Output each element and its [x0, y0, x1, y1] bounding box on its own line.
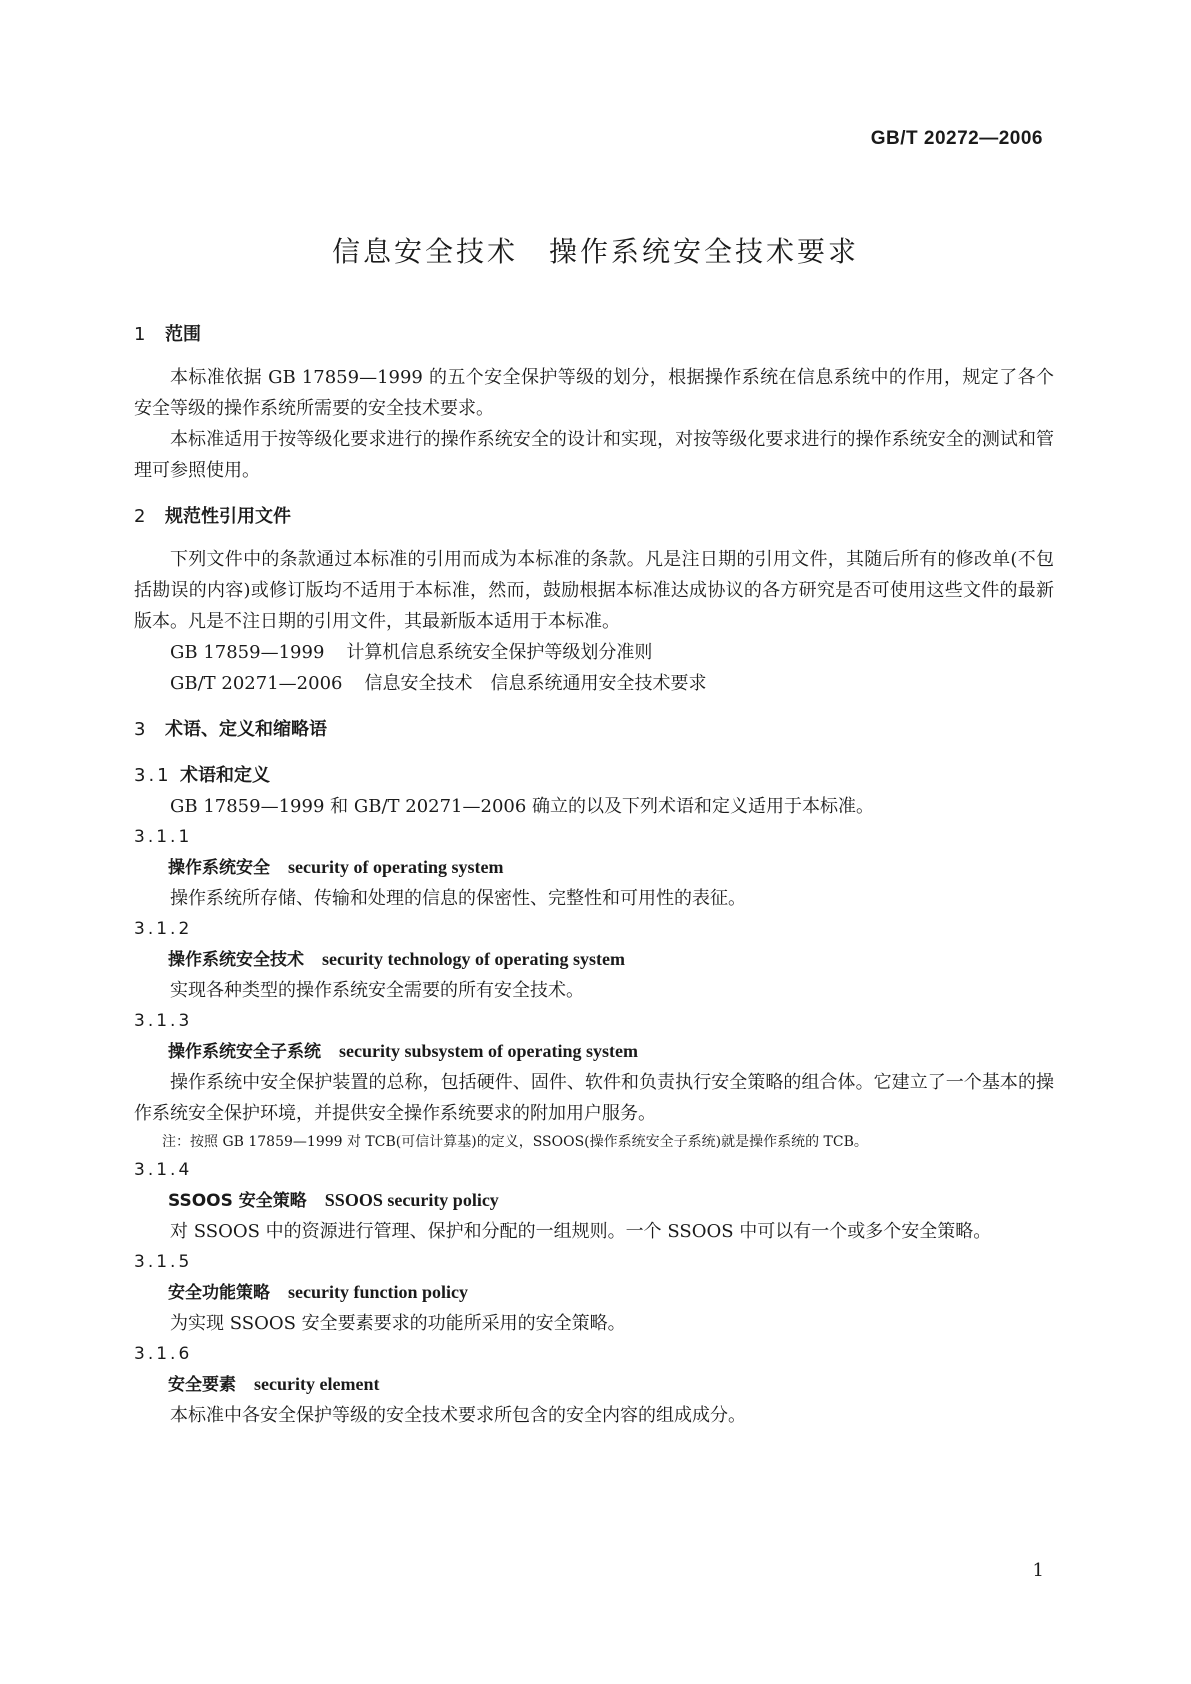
- reference-code: GB/T 20271—2006: [170, 673, 343, 694]
- reference-item: [134, 668, 1054, 699]
- subsection-3-1-heading: [134, 761, 1054, 791]
- term-definition: 操作系统所存储、传输和处理的信息的保密性、完整性和可用性的表征。: [170, 888, 746, 909]
- term-number: 3.1.4: [134, 1160, 193, 1180]
- scope-paragraph-1: 本标准依据 GB 17859—1999 的五个安全保护等级的划分，根据操作系统在信息系统中的作用，规定了各个安全等级的操作系统所需要的安全技术要求。: [134, 367, 1054, 419]
- term-name: [134, 1369, 1054, 1400]
- term-name-zh: 操作系统安全技术: [168, 950, 304, 970]
- term-name-zh: 操作系统安全: [168, 858, 270, 878]
- section-1-heading: [134, 320, 1054, 350]
- document-title: 信息安全技术 操作系统安全技术要求: [331, 235, 859, 268]
- term-name: [134, 1185, 1054, 1216]
- term-name: [134, 852, 1054, 883]
- section-number: 3: [134, 719, 146, 740]
- page-number: 1: [1032, 1560, 1044, 1581]
- terms-intro: GB 17859—1999 和 GB/T 20271—2006 确立的以及下列术语和定义适用于本标准。: [170, 796, 875, 817]
- term-name-en: security function policy: [288, 1282, 468, 1302]
- term-name-en: security of operating system: [288, 857, 504, 877]
- term-number: 3.1.1: [134, 827, 193, 847]
- term-name-en: security technology of operating system: [322, 949, 625, 969]
- references-intro: 下列文件中的条款通过本标准的引用而成为本标准的条款。凡是注日期的引用文件，其随后所有的修改单(不包括勘误的内容)或修订版均不适用于本标准，然而，鼓励根据本标准达成协议的各方研究是否可使用这些文件的最新版本。凡是不注日期的引用文件，其最新版本适用于本标准。: [134, 549, 1054, 632]
- term-definition: 实现各种类型的操作系统安全需要的所有安全技术。: [170, 980, 584, 1001]
- term-name-en: SSOOS security policy: [324, 1190, 499, 1210]
- term-name: [134, 944, 1054, 975]
- term-name-en: security element: [254, 1374, 380, 1394]
- term-number: 3.1.3: [134, 1011, 193, 1031]
- section-title: 规范性引用文件: [165, 506, 291, 527]
- scope-paragraph-2: 本标准适用于按等级化要求进行的操作系统安全的设计和实现，对按等级化要求进行的操作系统安全的测试和管理可参照使用。: [134, 429, 1054, 481]
- term-note: 注：按照 GB 17859—1999 对 TCB(可信计算基)的定义，SSOOS(操作系统安全子系统)就是操作系统的 TCB。: [162, 1134, 868, 1150]
- term-definition: 本标准中各安全保护等级的安全技术要求所包含的安全内容的组成成分。: [170, 1405, 746, 1426]
- term-name: [134, 1277, 1054, 1308]
- document-body: [134, 320, 1054, 1431]
- reference-title: 计算机信息系统安全保护等级划分准则: [346, 642, 653, 663]
- section-3-heading: [134, 715, 1054, 745]
- term-name-zh: 安全功能策略: [168, 1283, 270, 1303]
- term-number: 3.1.6: [134, 1344, 193, 1364]
- reference-item: [134, 637, 1054, 668]
- section-number: 2: [134, 506, 146, 527]
- reference-code: GB 17859—1999: [170, 642, 325, 663]
- term-definition: 对 SSOOS 中的资源进行管理、保护和分配的一组规则。一个 SSOOS 中可以有一个或多个安全策略。: [170, 1221, 992, 1242]
- section-2-heading: [134, 502, 1054, 532]
- term-definition: 操作系统中安全保护装置的总称，包括硬件、固件、软件和负责执行安全策略的组合体。它建立了一个基本的操作系统安全保护环境，并提供安全操作系统要求的附加用户服务。: [134, 1072, 1054, 1124]
- section-title: 术语和定义: [180, 765, 270, 786]
- standard-code: GB/T 20272—2006: [870, 128, 1043, 149]
- reference-title: 信息安全技术 信息系统通用安全技术要求: [364, 673, 707, 694]
- term-name-zh: 安全要素: [168, 1375, 236, 1395]
- term-number: 3.1.2: [134, 919, 193, 939]
- section-number: 3.1: [134, 765, 172, 786]
- term-number: 3.1.5: [134, 1252, 193, 1272]
- term-name: [134, 1036, 1054, 1067]
- section-title: 术语、定义和缩略语: [165, 719, 327, 740]
- term-name-zh: 操作系统安全子系统: [168, 1042, 321, 1062]
- section-number: 1: [134, 324, 146, 345]
- term-name-en: security subsystem of operating system: [339, 1041, 638, 1061]
- section-title: 范围: [165, 324, 201, 345]
- term-definition: 为实现 SSOOS 安全要素要求的功能所采用的安全策略。: [170, 1313, 626, 1334]
- term-name-zh: SSOOS 安全策略: [168, 1191, 307, 1211]
